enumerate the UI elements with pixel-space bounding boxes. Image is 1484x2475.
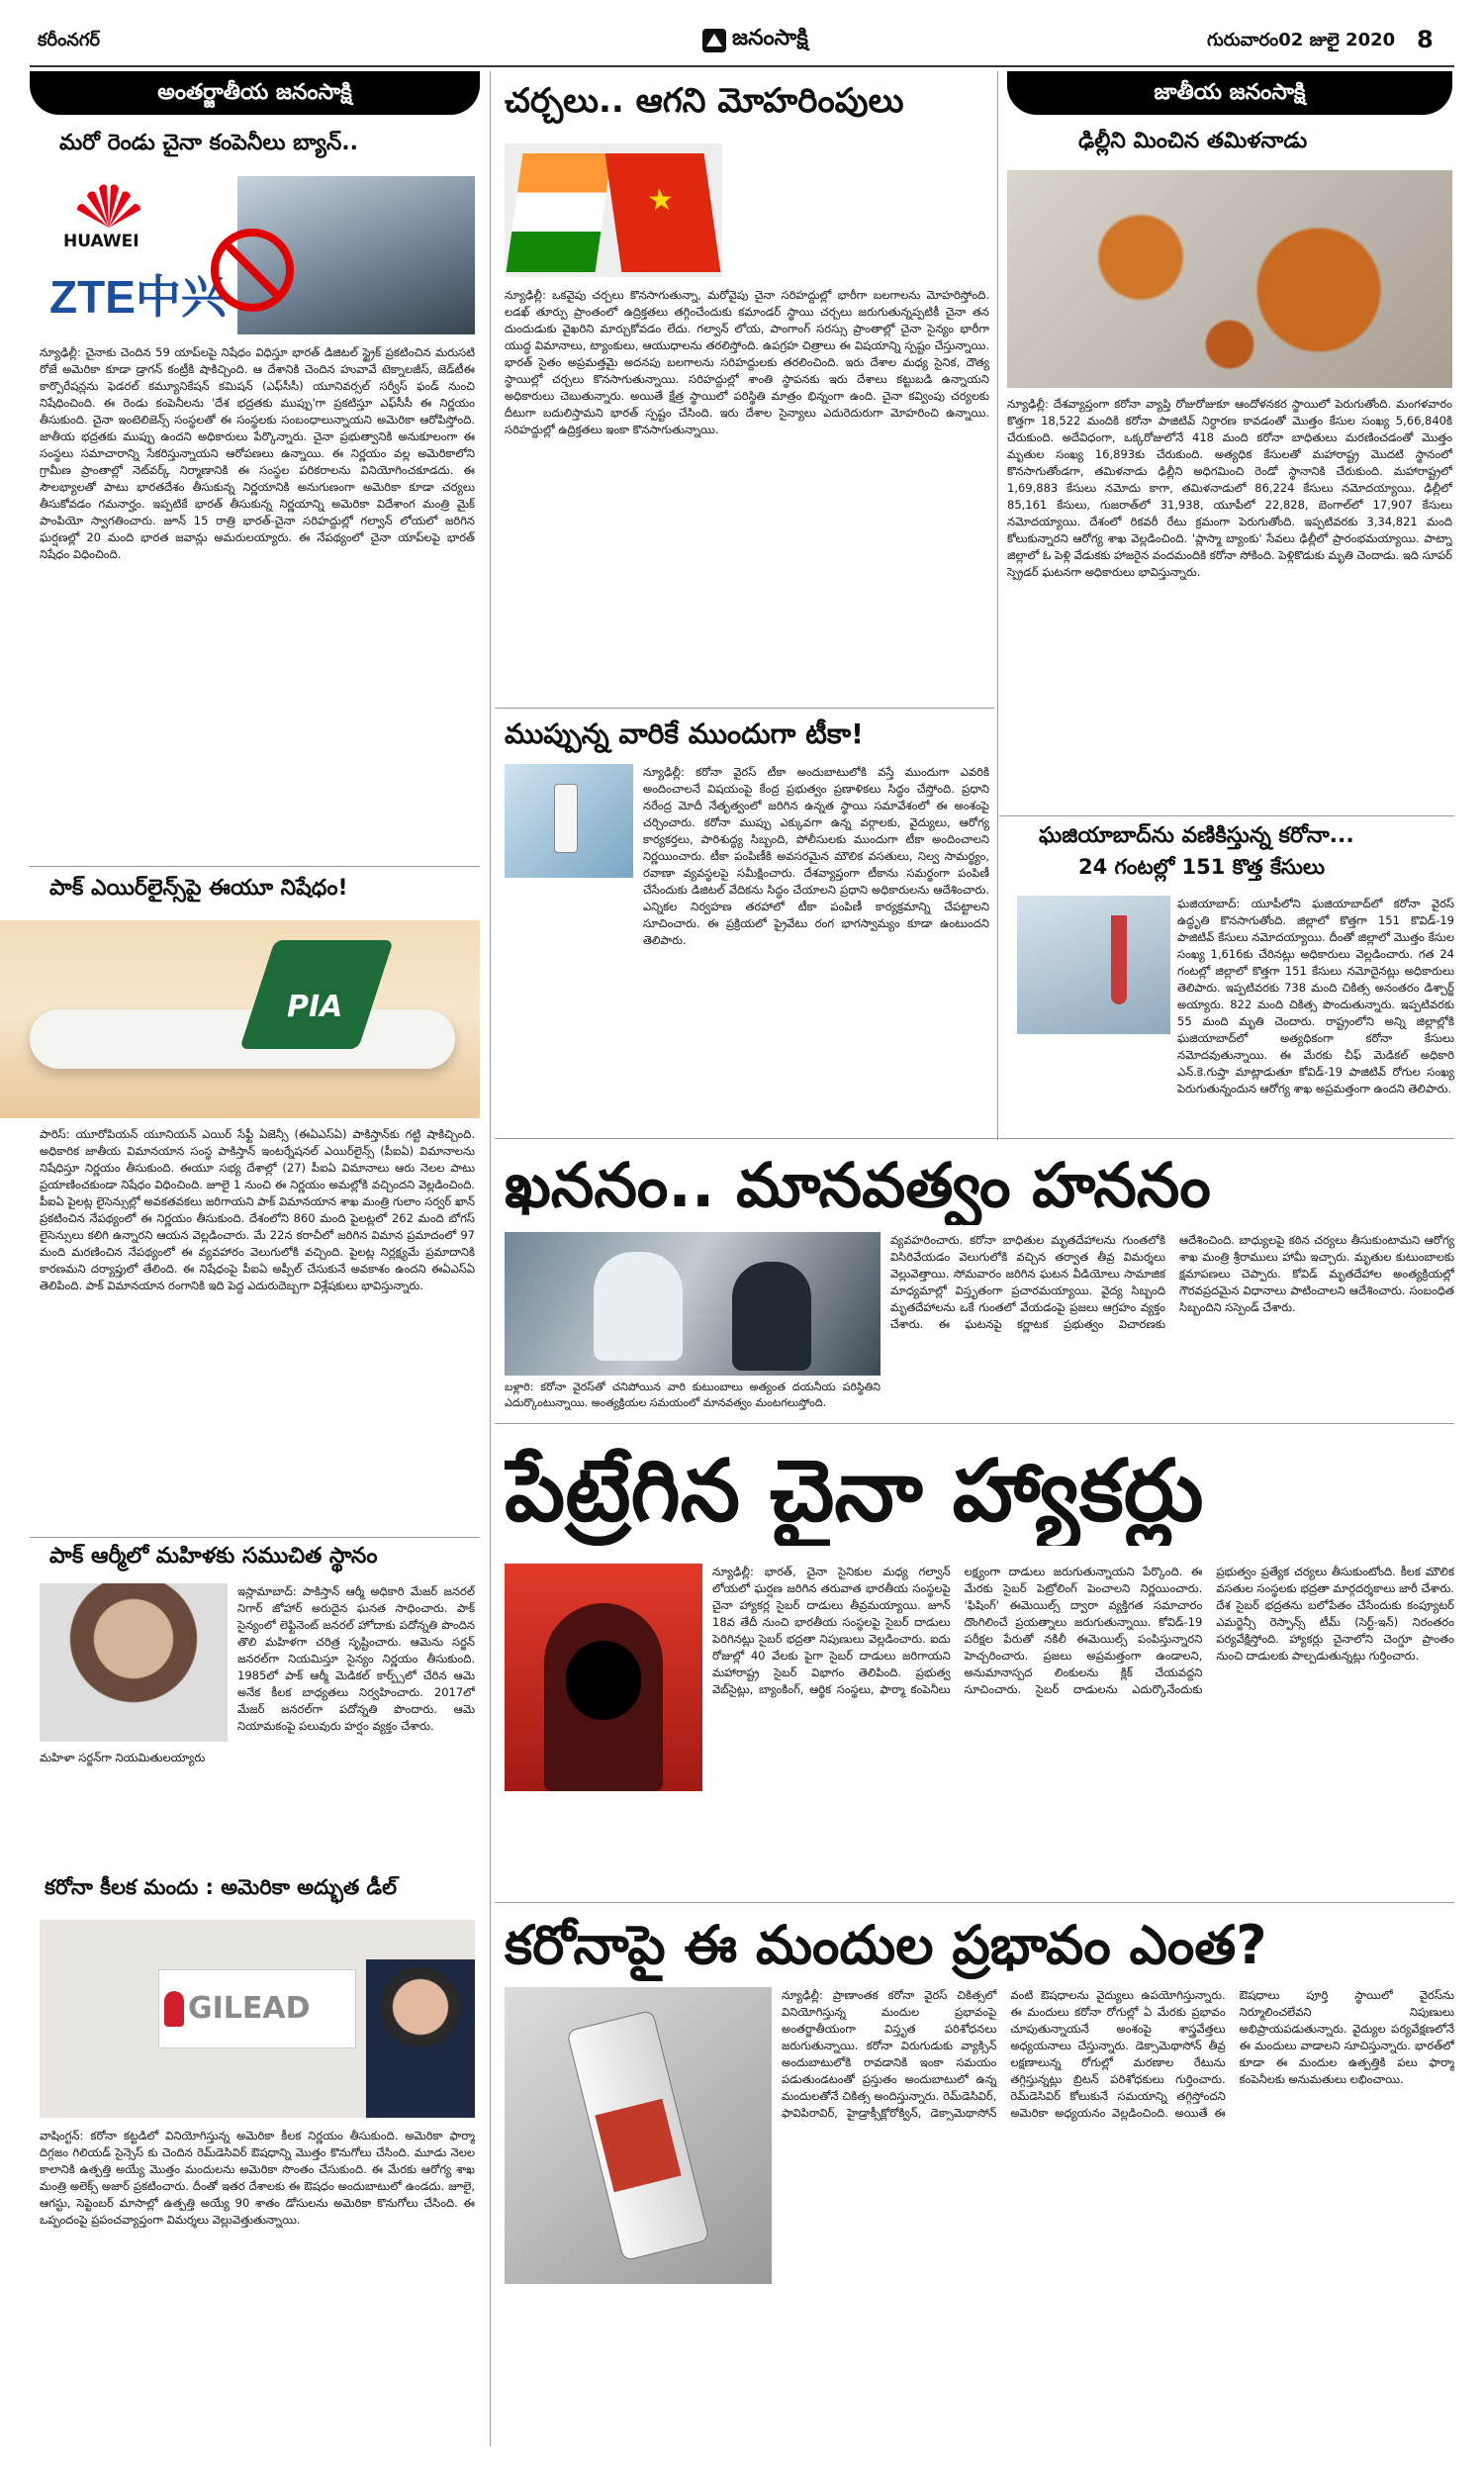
hackers-body: న్యూఢిల్లీ: భారత్‌, చైనా సైనికుల మధ్య గల్వాన్‌ లోయలో ఘర్షణ జరిగిన తరువాత భారతీయ సంస్థలపై చైనా హ్యాకర్ల సైబర్‌ దాడులు తీవ్రమయ్యాయి. జూన్‌ 18వ తేదీ నుంచి భారతీయ సంస్థలపై సైబర్‌ దాడులు పెరిగినట్లు సైబర్‌ భద్రతా నిపుణులు వెల్లడించారు. ఐదు రోజుల్లో 40 వేలకు పైగా సైబర్‌ దాడులు జరిగాయని మహారాష్ట్ర సైబర్‌ విభాగం తెలిపింది. ప్రభుత్వ వెబ్‌సైట్లు, బ్యాంకింగ్‌, ఆర్థిక సంస్థలు, ఫార్మా కంపెనీలు లక్ష్యంగా దాడులు జరుగుతున్నాయని పేర్కొంది. ఈ మేరకు సైబర్‌ పెట్రోలింగ్‌ పెంచాలని నిర్ణయించారు. 'ఫిషింగ్‌' ఈమెయిల్స్‌ ద్వారా వ్యక్తిగత సమాచారం దొంగిలించే ప్రయత్నాలు జరుగుతున్నాయి. కోవిడ్‌-19 పరీక్షల పేరుతో నకిలీ ఈమెయిల్స్‌ పంపిస్తున్నారని హెచ్చరించారు. ప్రజలు అప్రమత్తంగా ఉండాలని, అనుమానాస్పద లింకులను క్లిక్‌ చేయవద్దని సూచించారు. సైబర్‌ దాడులను ఎదుర్కొనేందుకు ప్రభుత్వం ప్రత్యేక చర్యలు తీసుకుంటోంది. కీలక మౌలిక వసతుల సంస్థలకు భద్రతా మార్గదర్శకాలు జారీ చేశారు. దేశ సైబర్‌ భద్రతను బలోపేతం చేసేందుకు కంప్యూటర్‌ ఎమర్జెన్సీ రెస్పాన్స్‌ టీమ్‌ (సెర్ట్‌-ఇన్‌) నిరంతరం పర్యవేక్షిస్తోంది. హ్యాకర్లు చైనాలోని చెంగ్డూ ప్రాంతం నుంచి దాడులకు పాల్పడుతున్నట్లు గుర్తించారు. bbox=[712, 1565, 1454, 1696]
section-bar-international: అంతర్జాతీయ జనంసాక్షి bbox=[30, 71, 480, 115]
pak-army-headline: పాక్‌ ఆర్మీలో మహిళకు సముచిత స్థానం bbox=[49, 1544, 378, 1569]
ghaziabad-subheadline: 24 గంటల్లో 151 కొత్త కేసులు bbox=[1078, 855, 1326, 879]
test-image bbox=[1017, 896, 1170, 1034]
test-tube bbox=[1111, 915, 1127, 1004]
pak-airlines-body: పారిస్‌: యూరోపియన్‌ యూనియన్‌ ఎయిర్‌ సేఫ్టీ ఏజెన్సీ (ఈఏఎస్‌ఏ) పాకిస్తాన్‌కు గట్టి షాకిచ్చింది. అధికారిక జాతీయ విమానయాన సంస్థ పాకిస్తాన్‌ ఇంటర్నేషనల్‌ ఎయిర్‌లైన్స్‌ (పీఐఏ) విమానాలను నిషేధిస్తూ నిర్ణయం తీసుకుంది. ఈయూ సభ్య దేశాల్లో (27) పీఐఏ విమానాలు ఆరు నెలల పాటు ప్రయాణించకుండా నిషేధం విధించింది. జూలై 1 నుంచి ఈ నిర్ణయం అమల్లోకి వచ్చిందని వెల్లడించింది. పీఐఏ పైలట్ల లైసెన్సుల్లో అవకతవకలు జరిగాయని పాక్‌ విమానయాన శాఖ మంత్రి గులాం సర్వర్‌ ఖాన్‌ ప్రకటించిన నేపథ్యంలో ఈ నిర్ణయం తీసుకుంది. దేశంలోని 860 మంది పైలట్లలో 262 మంది బోగస్‌ లైసెన్సులు కలిగి ఉన్నారని ఆయన వెల్లడించారు. మే 22న కరాచీలో జరిగిన విమాన ప్రమాదంలో 97 మంది మరణించిన నేపథ్యంలో ఈ వ్యవహారం వెలుగులోకి వచ్చింది. పైలట్ల నిర్లక్ష్యమే ప్రమాదానికి కారణమని దర్యాప్తులో తేలింది. ఈ నిషేధంపై పీఐఏ అప్పీల్‌ చేసుకునే అవకాశం ఉందని ఈఏఎస్‌ఏ తెలిపింది. పాక్‌ విమానయాన రంగానికి ఇది పెద్ద ఎదురుదెబ్బగా విశ్లేషకులు భావిస్తున్నారు. bbox=[40, 1127, 475, 1292]
issue-date: గురువారం02 జులై 2020 bbox=[1207, 30, 1396, 50]
huawei-wordmark: HUAWEI bbox=[63, 232, 139, 251]
vaccine-image bbox=[505, 764, 633, 878]
gilead-logo-icon bbox=[164, 1991, 184, 2027]
masthead-title: జనంసాక్షి bbox=[732, 26, 808, 50]
pak-army-caption: మహిళా సర్జన్‌గా నియమితులయ్యారు bbox=[40, 1751, 206, 1764]
rule-6 bbox=[495, 1423, 1454, 1424]
pak-army-photo bbox=[40, 1583, 228, 1742]
hacker-image bbox=[505, 1564, 702, 1791]
burial-body: వ్యవహరించారు. కరోనా బాధితుల మృతదేహాలను గుంతలోకి విసిరివేయడం వెలుగులోకి వచ్చిన తర్వాత తీవ్ర విమర్శలు వెల్లువెత్తాయి. సోమవారం జరిగిన ఘటన వీడియోలు సామాజిక మాధ్యమాల్లో విస్తృతంగా ప్రచారమయ్యాయి. వైద్య సిబ్బంది మృతదేహాలను ఒకే గుంతలో వేయడంపై ప్రజలు ఆగ్రహం వ్యక్తం చేశారు. ఈ ఘటనపై కర్ణాటక ప్రభుత్వం విచారణకు ఆదేశించింది. బాధ్యులపై కఠిన చర్యలు తీసుకుంటామని ఆరోగ్య శాఖ మంత్రి శ్రీరాములు హామీ ఇచ్చారు. మృతుల కుటుంబాలకు క్షమాపణలు చెప్పారు. కోవిడ్‌ మృతదేహాల అంత్యక్రియల్లో గౌరవప్రదమైన విధానాలు పాటించాలని ఆదేశించారు. సంబంధిత సిబ్బందిని సస్పెండ్‌ చేశారు. bbox=[890, 1233, 1454, 1331]
zte-logo: ZTE中兴 bbox=[49, 271, 227, 323]
column-divider-right bbox=[997, 71, 998, 1140]
delhi-tn-body: న్యూఢిల్లీ: దేశవ్యాప్తంగా కరోనా వ్యాప్తి రోజురోజుకూ ఆందోళనకర స్థాయిలో పెరుగుతోంది. మంగళవారం కొత్తగా 18,522 మందికి కరోనా పాజిటివ్‌ నిర్ధారణ కావడంతో మొత్తం కేసుల సంఖ్య 5,66,840కి చేరుకుంది. అదేవిధంగా, ఒక్కరోజులోనే 418 మంది కరోనా బాధితులు మరణించడంతో మొత్తం మృతుల సంఖ్య 16,893కు చేరుకుంది. అత్యధిక కేసులతో మహారాష్ట్ర మొదటి స్థానంలో కొనసాగుతోండగా, తమిళనాడు ఢిల్లీని అధిగమించి రెండో స్థానానికి చేరుకుంది. మహారాష్ట్రలో 1,69,883 కేసులు నమోదు కాగా, తమిళనాడులో 86,224 కేసులు నమోదయ్యాయి. ఢిల్లీలో 85,161 కేసులు, గుజరాత్‌లో 31,938, యూపీలో 22,828, బెంగాల్‌లో 17,907 కేసులు నమోదయ్యాయి. దేశంలో రికవరీ రేటు క్రమంగా పెరుగుతోంది. ఇప్పటివరకు 3,34,821 మంది కోలుకున్నారని ఆరోగ్య శాఖ వెల్లడించింది. 'ప్లాస్మా బ్యాంకు' సేవలు ఢిల్లీలో ప్రారంభమయ్యాయి. పాట్నా జిల్లాలో ఓ పెళ్లి వేడుకకు హాజరైన వందమందికి కరోనా సోకింది. పెళ్లికొడుకు మృతి చెందాడు. ఇది సూపర్‌ స్ప్రెడర్‌ ఘటనగా అధికారులు భావిస్తున్నారు. bbox=[1007, 397, 1452, 579]
rule-1 bbox=[30, 866, 480, 867]
rule-2 bbox=[30, 1537, 480, 1538]
ppe-worker bbox=[594, 1252, 683, 1361]
ghaziabad-body: ఘజియాబాద్‌: యూపీలోని ఘజియాబాద్‌లో కరోనా వైరస్‌ ఉద్ధృతి కొనసాగుతోంది. జిల్లాలో కొత్తగా 151 కొవిడ్‌-19 పాజిటివ్‌ కేసులు నమోదయ్యాయి. దీంతో జిల్లాలో మొత్తం కేసుల సంఖ్య 1,616కు చేరినట్లు అధికారులు వెల్లడించారు. గత 24 గంటల్లో జిల్లాలో కొత్తగా 151 కేసులు నమోదైనట్లు అధికారులు తెలిపారు. ఇప్పటివరకు 738 మంది చికిత్స అనంతరం డిశ్చార్జ్‌ అయ్యారు. 822 మంది చికిత్స పొందుతున్నారు. ఇప్పటివరకు 55 మంది మృతి చెందారు. రాష్ట్రంలోని అన్ని జిల్లాల్లోకి ఘజియాబాద్‌లో అత్యధికంగా కరోనా కేసులు నమోదవుతున్నాయి. ఈ మేరకు చీఫ్‌ మెడికల్‌ అధికారి ఎన్‌.కె.గుప్తా మాట్లాడుతూ కోవిడ్‌-19 పాజిటివ్‌ రోగుల సంఖ్య పెరుగుతున్నందున ఆరోగ్య శాఖ అప్రమత్తంగా ఉందని తెలిపారు. bbox=[1177, 897, 1454, 1095]
column-divider-left bbox=[490, 71, 491, 2446]
burial-caption: బళ్లారి: కరోనా వైరస్‌తో చనిపోయిన వారి కుటుంబాలు అత్యంత దయనీయ పరిస్థితిని ఎదుర్కొంటున్నాయి. అంత్యక్రియల సమయంలో మానవత్వం మంటగలుస్తోంది. bbox=[505, 1380, 881, 1409]
china-flag-star-icon: ★ bbox=[644, 183, 677, 218]
ban-icon bbox=[208, 226, 297, 315]
rule-4 bbox=[999, 815, 1454, 816]
gilead-headline: కరోనా కీలక మందు : అమెరికా అద్భుత డీల్‌ bbox=[45, 1875, 397, 1899]
china-flag bbox=[605, 153, 721, 272]
ppe-worker-2 bbox=[732, 1262, 811, 1371]
ghaziabad-headline: ఘజియాబాద్‌ను వణికిస్తున్న కరోనా... bbox=[1039, 823, 1354, 848]
virus-image bbox=[1007, 170, 1452, 388]
hacker-face bbox=[566, 1641, 641, 1720]
section-bar-national: జాతీయ జనంసాక్షి bbox=[1007, 71, 1452, 115]
page-header bbox=[0, 0, 1484, 69]
gilead-image bbox=[40, 1920, 475, 2118]
page-number: 8 bbox=[1417, 26, 1434, 53]
pia-plane-image bbox=[0, 920, 480, 1118]
masthead-logo-icon bbox=[702, 29, 726, 52]
china-talks-body: న్యూఢిల్లీ: ఒకవైపు చర్చలు కొనసాగుతున్నా, మరోవైపు చైనా సరిహద్దుల్లో భారీగా బలగాలను మోహరిస్తోంది. లడఖ్‌ తూర్పు ప్రాంతంలో ఉద్రిక్తతలు తగ్గించేందుకు కమాండర్‌ స్థాయి చర్చలు జరుగుతున్నప్పటికీ చైనా తన దుందుడుకు వైఖరిని మార్చుకోవడం లేదు. గల్వాన్‌ లోయ, పాంగాంగ్‌ సరస్సు ప్రాంతాల్లో చైనా సైన్యం భారీగా యుద్ధ విమానాలు, ట్యాంకులు, ఆయుధాలను తరలిస్తోంది. ఉపగ్రహ చిత్రాలు ఈ విషయాన్ని స్పష్టం చేస్తున్నాయి. భారత్‌ సైతం అప్రమత్తమై అదనపు బలగాలను సరిహద్దులకు తరలించింది. ఇరు దేశాల మధ్య సైనిక, దౌత్య స్థాయిల్లో చర్చలు కొనసాగుతున్నాయి. సరిహద్దుల్లో శాంతి స్థాపనకు ఇరు దేశాలు కట్టుబడి ఉన్నాయని అధికారులు చెబుతున్నారు. అయితే క్షేత్ర స్థాయిలో పరిస్థితి మాత్రం భిన్నంగా ఉంది. చైనా కవ్వింపు చర్యలకు దీటుగా బదులిస్తామని భారత్‌ స్పష్టం చేసింది. ఇరు దేశాల సైన్యాలు ఎదురెదురుగా మోహరించి ఉన్నాయి. సరిహద్దుల్లో ఉద్రిక్తతలు ఇంకా కొనసాగుతున్నాయి. bbox=[505, 288, 989, 436]
huawei-petals-icon bbox=[69, 182, 148, 230]
rule-5 bbox=[495, 1138, 1454, 1139]
official-photo bbox=[366, 1959, 475, 2118]
header-rule bbox=[30, 65, 1454, 67]
pia-tail-text: PIA bbox=[287, 990, 343, 1024]
edition-label: కరీంనగర్ bbox=[38, 30, 100, 50]
huawei-zte-image bbox=[40, 176, 475, 334]
pak-airlines-headline: పాక్‌ ఎయిర్‌లైన్స్‌పై ఈయూ నిషేధం! bbox=[49, 876, 348, 901]
vaccine-vial bbox=[554, 784, 578, 853]
pak-army-body: ఇస్లామాబాద్‌: పాకిస్తాన్‌ ఆర్మీ అధికారి మేజర్‌ జనరల్‌ నిగార్‌ జోహార్‌ అరుదైన ఘనత సాధించారు. పాక్‌ సైన్యంలో లెఫ్టినెంట్‌ జనరల్‌ హోదాకు పదోన్నతి పొందిన తొలి మహిళగా చరిత్ర సృష్టించారు. ఆమెను సర్జన్‌ జనరల్‌గా నియమిస్తూ సైన్యం నిర్ణయం తీసుకుంది. 1985లో పాక్‌ ఆర్మీ మెడికల్‌ కార్ప్స్‌లో చేరిన ఆమె అనేక కీలక బాధ్యతలు నిర్వహించారు. 2017లో మేజర్‌ జనరల్‌గా పదోన్నతి పొందారు. ఆమె నియామకంపై పలువురు హర్షం వ్యక్తం చేశారు. bbox=[237, 1584, 475, 1733]
medicine-body: న్యూఢిల్లీ: ప్రాణాంతక కరోనా వైరస్‌ చికిత్సలో వినియోగిస్తున్న మందుల ప్రభావంపై అంతర్జాతీయంగా విస్తృత పరిశోధనలు జరుగుతున్నాయి. కరోనా విరుగుడుకు వ్యాక్సిన్‌ అందుబాటులోకి రావడానికి ఇంకా సమయం పడుతుండటంతో ప్రస్తుతం అందుబాటులో ఉన్న మందులతోనే చికిత్స అందిస్తున్నారు. రెమ్‌డెసివిర్‌, ఫావిపిరావిర్‌, హైడ్రాక్సీక్లోరోక్విన్‌, డెక్సామెథాసోన్‌ వంటి ఔషధాలను వైద్యులు ఉపయోగిస్తున్నారు. ఈ మందులు కరోనా రోగుల్లో ఏ మేరకు ప్రభావం చూపుతున్నాయనే అంశంపై శాస్త్రవేత్తలు అధ్యయనాలు చేస్తున్నారు. డెక్సామెథాసోన్‌ తీవ్ర లక్షణాలున్న రోగుల్లో మరణాల రేటును తగ్గిస్తున్నట్లు బ్రిటన్‌ పరిశోధకులు గుర్తించారు. రెమ్‌డెసివిర్‌ కోలుకునే సమయాన్ని తగ్గిస్తోందని అమెరికా అధ్యయనం వెల్లడించింది. అయితే ఈ ఔషధాలు పూర్తి స్థాయిలో వైరస్‌ను నిర్మూలించలేవని నిపుణులు అభిప్రాయపడుతున్నారు. వైద్యుల పర్యవేక్షణలోనే ఈ మందులు వాడాలని సూచిస్తున్నారు. భారత్‌లో కూడా ఈ మందుల ఉత్పత్తికి పలు ఫార్మా కంపెనీలకు అనుమతులు లభించాయి. bbox=[782, 1988, 1454, 2120]
gilead-logo-text: GILEAD bbox=[188, 1991, 311, 2026]
rule-3 bbox=[495, 708, 994, 709]
burial-headline: ఖననం.. మానవత్వం హననం bbox=[505, 1149, 1211, 1221]
hackers-headline: పేట్రేగిన చైనా హ్యాకర్లు bbox=[505, 1442, 1204, 1541]
rule-7 bbox=[495, 1902, 1454, 1903]
burial-photo bbox=[505, 1232, 881, 1376]
flags-image bbox=[505, 143, 722, 277]
gilead-body: వాషింగ్టన్‌: కరోనా కట్టడిలో వినియోగిస్తున్న అమెరికా కీలక నిర్ణయం తీసుకుంది. అమెరికా ఫార్మా దిగ్గజం గిలియడ్‌ సైన్సెస్‌ కు చెందిన రెమ్‌డెసివిర్‌ ఔషధాన్ని మొత్తం కొనుగోలు చేసింది. మూడు నెలల కాలానికి ఉత్పత్తి అయ్యే మొత్తం మందులను అమెరికా సొంతం చేసుకుంది. ఈ మేరకు ఆరోగ్య శాఖ మంత్రి అలెక్స్‌ అజార్‌ ప్రకటించారు. దీంతో ఇతర దేశాలకు ఈ ఔషధం అందుబాటులో ఉండదు. జూలై, ఆగస్టు, సెప్టెంబర్‌ మాసాల్లో ఉత్పత్తి అయ్యే 90 శాతం డోసులను అమెరికా కొనుగోలు చేసింది. ఈ ఒప్పందంపై ప్రపంచవ్యాప్తంగా విమర్శలు వెల్లువెత్తుతున్నాయి. bbox=[40, 2129, 475, 2227]
masthead bbox=[702, 26, 808, 55]
medicine-image bbox=[505, 1987, 772, 2284]
vaccine-headline: ముప్పున్న వారికే ముందుగా టీకా! bbox=[505, 717, 864, 750]
vaccine-body: న్యూఢిల్లీ: కరోనా వైరస్‌ టీకా అందుబాటులోకి వస్తే ముందుగా ఎవరికి అందించాలనే విషయంపై కేంద్ర ప్రభుత్వం ప్రణాళికలు సిద్ధం చేస్తోంది. ప్రధాని నరేంద్ర మోదీ నేతృత్వంలో జరిగిన ఉన్నత స్థాయి సమావేశంలో ఈ అంశంపై చర్చించారు. కరోనా ముప్పు ఎక్కువగా ఉన్న వర్గాలకు, వైద్యులు, ఆరోగ్య కార్యకర్తలు, పారిశుద్ధ్య సిబ్బంది, పోలీసులకు ముందుగా టీకా అందించాలని నిర్ణయించారు. టీకా పంపిణీకి అవసరమైన మౌలిక వసతులు, నిల్వ సామర్థ్యం, రవాణా వ్యవస్థలపై సమీక్షించారు. దేశవ్యాప్తంగా టీకాను సమర్థంగా పంపిణీ చేసేందుకు డిజిటల్‌ వేదికను సిద్ధం చేయాలని ప్రధాని అధికారులను ఆదేశించారు. ఎన్నికల నిర్వహణ తరహాలో టీకా పంపిణీ కార్యక్రమాన్ని చేపట్టాలని సూచించారు. ఈ ప్రక్రియలో ప్రైవేటు రంగ భాగస్వామ్యం కూడా ఉంటుందని తెలిపారు. bbox=[643, 765, 989, 947]
huawei-logo bbox=[49, 182, 168, 251]
ban-photo bbox=[237, 176, 475, 334]
china-apps-headline: మరో రెండు చైనా కంపెనీలు బ్యాన్.. bbox=[59, 131, 359, 155]
china-talks-headline: చర్చలు.. ఆగని మోహరింపులు bbox=[505, 81, 904, 121]
china-apps-body: న్యూఢిల్లీ: చైనాకు చెందిన 59 యాప్‌లపై నిషేధం విధిస్తూ భారత్‌ డిజిటల్‌ స్ట్రైక్‌ ప్రకటించిన మరుసటి రోజే అమెరికా కూడా డ్రాగన్‌ కంట్రీకి షాకిచ్చింది. ఆ దేశానికి చెందిన హువావే టెక్నాలజీస్‌, జెడ్‌టీఈ కార్పొరేషన్లను ఫెడరల్‌ కమ్యూనికేషన్‌ కమిషన్‌ (ఎఫ్‌సీసీ) యూనివర్సల్‌ సర్వీస్‌ ఫండ్‌ నుంచి నిషేధించింది. ఈ రెండు కంపెనీలను 'దేశ భద్రతకు ముప్పు'గా ప్రకటిస్తూ ఎఫ్‌సీసీ ఈ నిర్ణయం తీసుకుంది. చైనా ఇంటెలిజెన్స్‌ సంస్థలతో ఈ సంస్థలకు సంబంధాలున్నాయని అమెరికా ఆరోపిస్తోంది. జాతీయ భద్రతకు ముప్పు ఉందని అధికారులు పేర్కొన్నారు. చైనా ప్రభుత్వానికి అనుకూలంగా ఈ సంస్థలు సమాచారాన్ని సేకరిస్తున్నాయని ఆరోపణలు ఉన్నాయి. ఈ నిర్ణయం వల్ల అమెరికాలోని గ్రామీణ ప్రాంతాల్లో నెట్‌వర్క్‌ నిర్మాణానికి ఈ సంస్థల పరికరాలను వినియోగించకూడదు. ఈ సౌలభ్యాలతో పాటు భారతదేశం తీసుకున్న నిర్ణయానికి అనుగుణంగా అమెరికా కూడా చర్యలు తీసుకోవడం గమనార్హం. ఇప్పటికే భారత్‌ తీసుకున్న నిర్ణయాన్ని అమెరికా విదేశాంగ మంత్రి మైక్‌ పాంపియో స్వాగతించారు. జూన్‌ 15 రాత్రి భారత్‌-చైనా సరిహద్దుల్లో గల్వాన్‌ లోయలో జరిగిన ఘర్షణల్లో 20 మంది భారత జవాన్లు అమరులయ్యారు. ఈ నేపథ్యంలో చైనా యాప్‌లపై భారత్‌ నిషేధం విధించింది. bbox=[40, 345, 475, 561]
medicine-headline: కరోనాపై ఈ మందుల ప్రభావం ఎంత? bbox=[505, 1914, 1267, 1976]
delhi-tn-headline: ఢిల్లీని మించిన తమిళనాడు bbox=[1078, 129, 1308, 153]
india-flag bbox=[507, 153, 612, 272]
